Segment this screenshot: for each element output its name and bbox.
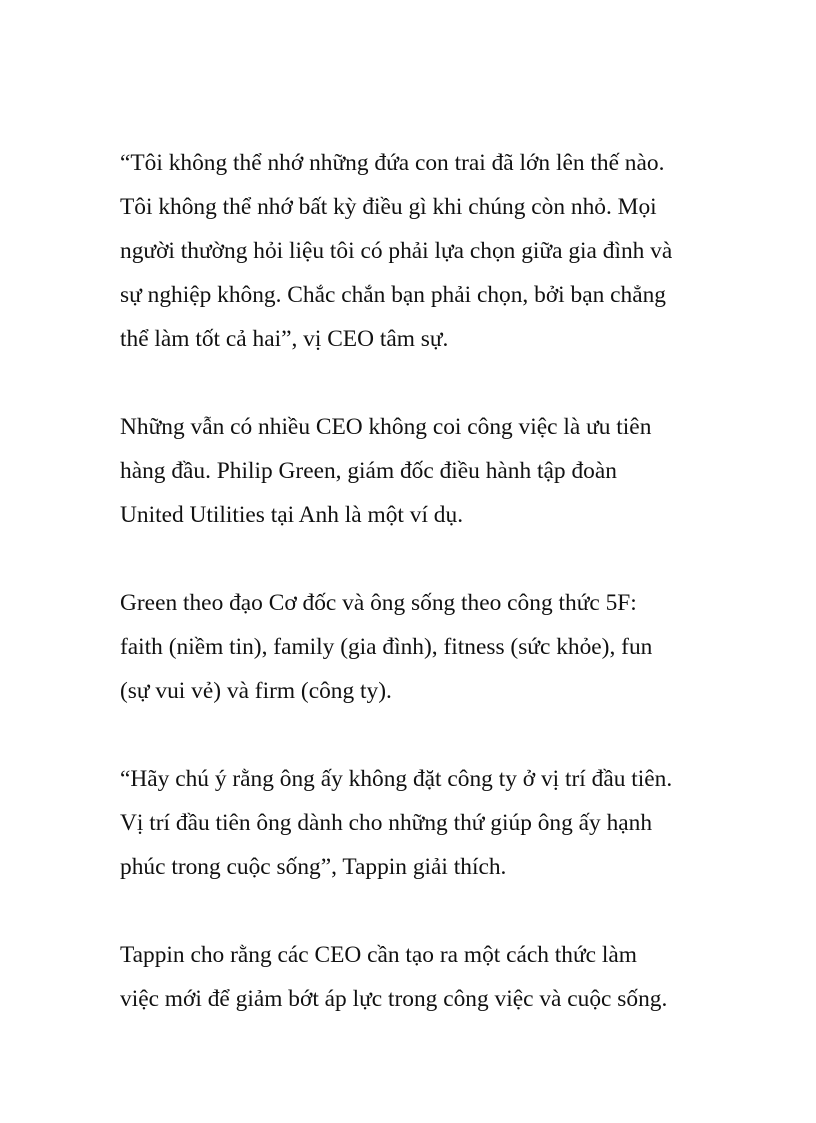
text-line: “Tôi không thể nhớ những đứa con trai đã lớn lên thế nào. [120,150,665,176]
text-line: Tappin cho rằng các CEO cần tạo ra một cách thức làm [120,942,637,968]
text-line: faith (niềm tin), family (gia đình), fitness (sức khỏe), fun [120,634,653,660]
text-line: thể làm tốt cả hai”, vị CEO tâm sự. [120,326,449,352]
paragraph-5f-formula [120,581,710,713]
text-line: (sự vui vẻ) và firm (công ty). [120,678,392,704]
text-line: Vị trí đầu tiên ông dành cho những thứ giúp ông ấy hạnh [120,810,653,836]
text-line: hàng đầu. Philip Green, giám đốc điều hành tập đoàn [120,458,617,484]
text-line: Green theo đạo Cơ đốc và ông sống theo công thức 5F: [120,590,637,616]
article-body [120,141,710,1065]
paragraph-tappin-advice [120,933,710,1021]
text-line: sự nghiệp không. Chắc chắn bạn phải chọn, bởi bạn chẳng [120,282,667,308]
text-line: Tôi không thể nhớ bất kỳ điều gì khi chúng còn nhỏ. Mọi [120,194,657,220]
text-line: Những vẫn có nhiều CEO không coi công việc là ưu tiên [120,414,652,440]
text-line: United Utilities tại Anh là một ví dụ. [120,502,464,528]
text-line: “Hãy chú ý rằng ông ấy không đặt công ty ở vị trí đầu tiên. [120,766,673,792]
text-line: người thường hỏi liệu tôi có phải lựa chọn giữa gia đình và [120,238,673,264]
text-line: phúc trong cuộc sống”, Tappin giải thích. [120,854,507,880]
paragraph-tappin-quote [120,757,710,889]
paragraph-philip-green [120,405,710,537]
paragraph-ceo-quote [120,141,710,361]
text-line: việc mới để giảm bớt áp lực trong công việc và cuộc sống. [120,986,668,1012]
